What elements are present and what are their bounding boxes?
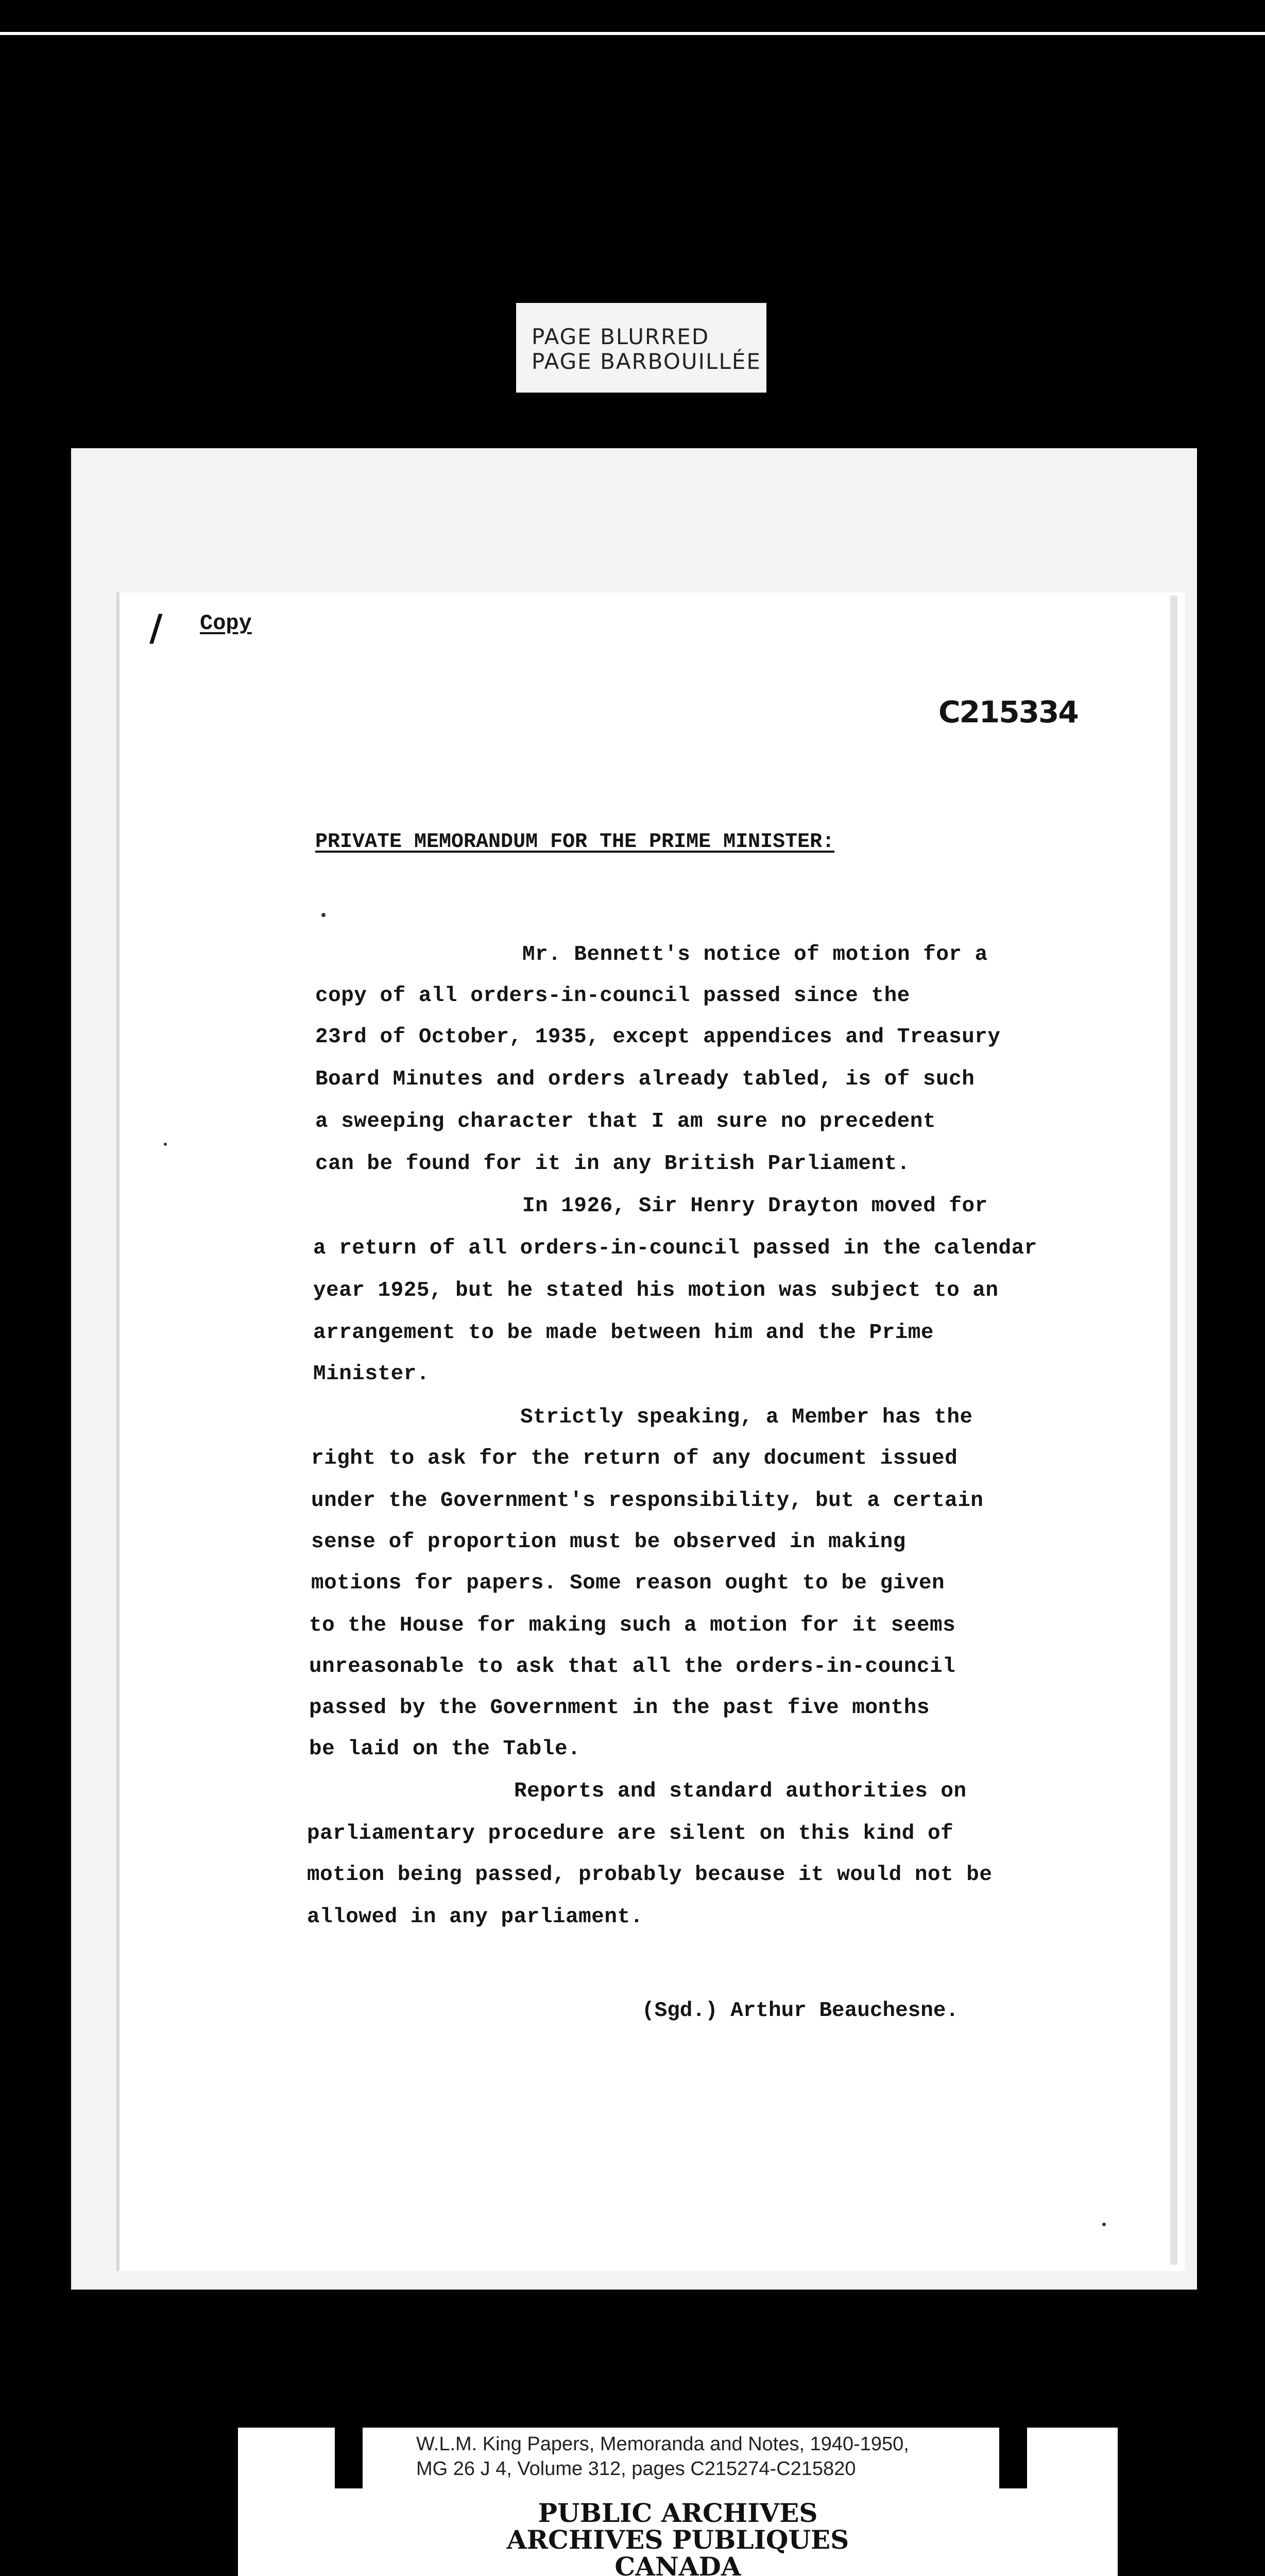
body-line: right to ask for the return of any document issued xyxy=(311,1447,958,1470)
body-line: Board Minutes and orders already tabled, is of such xyxy=(315,1067,975,1091)
body-line: Minister. xyxy=(313,1362,430,1386)
body-line: 23rd of October, 1935, except appendices and Treasury xyxy=(315,1025,1001,1049)
public-archives-stamp xyxy=(238,2500,1118,2576)
body-line: Reports and standard authorities on xyxy=(514,1780,967,1803)
body-line: copy of all orders-in-council passed since the xyxy=(315,984,910,1008)
stamp-notch-right xyxy=(999,2428,1027,2488)
body-line: arrangement to be made between him and the Prime xyxy=(313,1321,934,1345)
body-line: Strictly speaking, a Member has the xyxy=(520,1405,973,1429)
sheet-edge xyxy=(1170,596,1177,2265)
body-line: parliamentary procedure are silent on this kind of xyxy=(307,1822,954,1845)
archives-line-1: PUBLIC ARCHIVES xyxy=(538,2498,818,2528)
body-line: a sweeping character that I am sure no precedent xyxy=(315,1110,936,1133)
body-line: be laid on the Table. xyxy=(309,1737,581,1761)
body-line: to the House for making such a motion for it seems xyxy=(309,1614,956,1637)
body-line: motions for papers. Some reason ought to be given xyxy=(311,1571,945,1595)
body-line: unreasonable to ask that all the orders-in-council xyxy=(309,1655,956,1679)
citation-line-2: MG 26 J 4, Volume 312, pages C215274-C215820 xyxy=(416,2458,856,2480)
blur-label-line-1: PAGE BLURRED xyxy=(532,324,710,349)
body-line: sense of proportion must be observed in making xyxy=(311,1530,906,1554)
archives-line-2: ARCHIVES PUBLIQUES xyxy=(506,2524,849,2555)
body-line: allowed in any parliament. xyxy=(307,1905,643,1929)
page-blurred-label xyxy=(516,303,766,393)
body-line: In 1926, Sir Henry Drayton moved for xyxy=(522,1194,988,1218)
body-line: under the Government's responsibility, but a certain xyxy=(311,1489,984,1513)
ink-speck xyxy=(1102,2223,1106,2226)
citation-line-1: W.L.M. King Papers, Memoranda and Notes, 1940-1950, xyxy=(416,2433,909,2455)
ink-speck xyxy=(321,913,326,917)
signature: (Sgd.) Arthur Beauchesne. xyxy=(642,1999,959,2023)
archive-citation xyxy=(416,2432,909,2481)
body-line: passed by the Government in the past five months xyxy=(309,1696,930,1720)
blur-label-line-2: PAGE BARBOUILLÉE xyxy=(532,349,761,374)
pencil-mark: / xyxy=(149,607,163,649)
body-line: motion being passed, probably because it would not be xyxy=(307,1863,993,1887)
memo-heading: PRIVATE MEMORANDUM FOR THE PRIME MINISTER: xyxy=(315,831,835,854)
film-frame-top xyxy=(0,32,1265,35)
body-line: can be found for it in any British Parliament. xyxy=(315,1152,910,1176)
body-line: year 1925, but he stated his motion was subject to an xyxy=(313,1279,999,1302)
body-line: Mr. Bennett's notice of motion for a xyxy=(522,943,988,967)
ink-speck xyxy=(164,1143,167,1146)
copy-label: Copy xyxy=(200,611,252,636)
document-number: C215334 xyxy=(938,694,1078,730)
body-line: a return of all orders-in-council passed in the calendar xyxy=(313,1236,1037,1260)
archives-line-3: CANADA xyxy=(614,2551,741,2576)
stamp-notch-left xyxy=(335,2428,363,2488)
